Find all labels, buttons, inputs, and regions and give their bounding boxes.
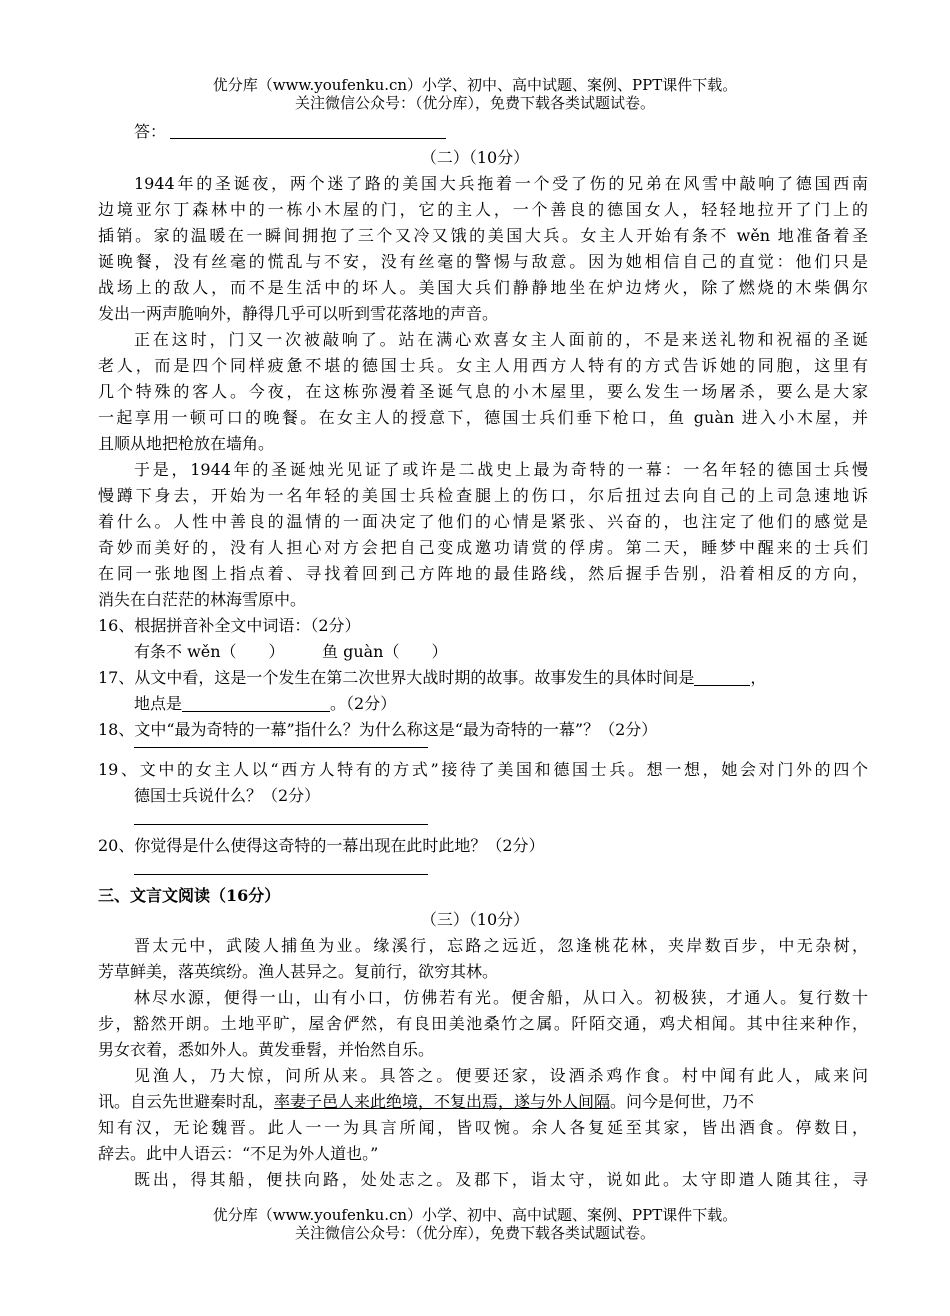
underlined-sentence: 率妻子邑人来此绝境，不复出焉，遂与外人间隔	[274, 1092, 611, 1111]
question-18: 18、文中“最为奇特的一幕”指什么？为什么称这是“最为奇特的一幕”？（2分）	[98, 720, 658, 739]
question-17-comma: ，	[750, 668, 767, 687]
question-17	[98, 668, 888, 688]
classical-text-line: 既出，得其船，便扶向路，处处志之。及郡下，诣太守，说如此。太守即遣人随其往，寻	[134, 1170, 868, 1189]
header-line-1: 优分库（www.youfenku.cn）小学、初中、高中试题、案例、PPT课件下载。	[212, 76, 738, 94]
passage-line: 于是，1944年的圣诞烛光见证了或许是二战史上最为奇特的一幕：一名年轻的德国士兵慢	[134, 460, 868, 479]
passage-line: 发出一两声脆响外，静得几乎可以听到雪花落地的声音。	[98, 304, 499, 323]
question-19: 19、文中的女主人以“西方人特有的方式”接待了美国和德国士兵。想一想，她会对门外的四个	[98, 760, 868, 779]
section-3-heading: 三、文言文阅读（16分）	[98, 886, 281, 905]
answer-line	[170, 138, 446, 139]
passage-line: 慢蹲下身去，开始为一名年轻的美国士兵检查腿上的伤口，尔后扭过去向自己的上司急速地诉	[98, 486, 868, 505]
classical-text-line: 男女衣着，悉如外人。黄发垂髫，并怡然自乐。	[98, 1040, 435, 1059]
question-20: 20、你觉得是什么使得这奇特的一幕出现在此时此地？（2分）	[98, 836, 545, 855]
classical-text-line	[98, 1092, 868, 1112]
question-16: 16、根据拼音补全文中词语：（2分）	[98, 616, 361, 635]
passage-line: 几个特殊的客人。今夜，在这栋弥漫着圣诞气息的小木屋里，要么发生一场屠杀，要么是大家	[98, 382, 868, 401]
question-17-place-blank[interactable]	[182, 695, 330, 712]
question-17-place-label: 地点是	[134, 694, 183, 713]
passage-line: 正在这时，门又一次被敲响了。站在满心欢喜女主人面前的，不是来送礼物和祝福的圣诞	[134, 330, 868, 349]
question-16-blank-a[interactable]: 有条不 wěn（ ）	[134, 642, 285, 661]
passage-line: 一起享用一顿可口的晚餐。在女主人的授意下，德国士兵们垂下枪口，鱼 guàn 进入小木屋，并	[98, 408, 868, 427]
classical-text-line: 晋太元中，武陵人捕鱼为业。缘溪行，忘路之远近，忽逢桃花林，夹岸数百步，中无杂树，	[134, 936, 868, 955]
footer-line-1: 优分库（www.youfenku.cn）小学、初中、高中试题、案例、PPT课件下载。	[212, 1206, 738, 1224]
passage-line: 老人，而是四个同样疲惫不堪的德国士兵。女主人用西方人特有的方式告诉她的同胞，这里有	[98, 356, 868, 375]
classical-text-segment: 讯。自云先世避秦时乱，	[98, 1092, 275, 1111]
passage-line: 1944年的圣诞夜，两个迷了路的美国大兵拖着一个受了伤的兄弟在风雪中敲响了德国西南	[134, 174, 868, 193]
passage-line: 且顺从地把枪放在墙角。	[98, 434, 275, 453]
passage-line: 边境亚尔丁森林中的一栋小木屋的门，它的主人，一个善良的德国女人，轻轻地拉开了门上的	[98, 200, 868, 219]
classical-text-line: 芳草鲜美，落英缤纷。渔人甚异之。复前行，欲穷其林。	[98, 962, 499, 981]
question-17-text-1: 17、从文中看，这是一个发生在第二次世界大战时期的故事。故事发生的具体时间是	[98, 668, 695, 687]
passage-line: 战场上的敌人，而不是生活中的坏人。美国大兵们静静地坐在炉边烤火，除了燃烧的木柴偶尔	[98, 278, 868, 297]
question-16-blank-b[interactable]: 鱼 guàn（ ）	[322, 642, 448, 661]
passage-line: 奇妙而美好的，没有人担心对方会把自己变成邀功请赏的俘虏。第二天，睡梦中醒来的士兵们	[98, 538, 868, 557]
answer-label: 答：	[134, 122, 167, 141]
section-3-title: （三）（10分）	[420, 910, 530, 929]
question-18-answer-line[interactable]	[134, 747, 428, 748]
classical-text-segment: 。问今是何世，乃不	[610, 1092, 755, 1111]
passage-line: 消失在白茫茫的林海雪原中。	[98, 590, 307, 609]
header-line-2: 关注微信公众号：（优分库），免费下载各类试题试卷。	[294, 94, 655, 112]
question-19-line-2: 德国士兵说什么？（2分）	[134, 786, 321, 805]
footer-line-2: 关注微信公众号：（优分库），免费下载各类试题试卷。	[294, 1224, 655, 1242]
question-17-points: 。（2分）	[330, 694, 397, 713]
classical-text-line: 见渔人，乃大惊，问所从来。具答之。便要还家，设酒杀鸡作食。村中闻有此人，咸来问	[134, 1066, 868, 1085]
passage-line: 插销。家的温暖在一瞬间拥抱了三个又冷又饿的美国大兵。女主人开始有条不 wěn 地准备着圣	[98, 226, 868, 245]
question-17-line-2	[134, 694, 904, 714]
classical-text-line: 知有汉，无论魏晋。此人一一为具言所闻，皆叹惋。余人各复延至其家，皆出酒食。停数日，	[98, 1118, 868, 1137]
passage-line: 在同一张地图上指点着、寻找着回到己方阵地的最佳路线，然后握手告别，沿着相反的方向，	[98, 564, 868, 583]
passage-line: 诞晚餐，没有丝毫的慌乱与不安，没有丝毫的警惕与敌意。因为她相信自己的直觉：他们只是	[98, 252, 868, 271]
question-19-answer-line[interactable]	[134, 824, 428, 825]
question-17-time-blank[interactable]	[694, 669, 750, 686]
classical-text-line: 林尽水源，便得一山，山有小口，仿佛若有光。便舍船，从口入。初极狭，才通人。复行数十	[134, 988, 868, 1007]
passage-line: 着什么。人性中善良的温情的一面决定了他们的心情是紧张、兴奋的，也注定了他们的感觉是	[98, 512, 868, 531]
classical-text-line: 步，豁然开朗。土地平旷，屋舍俨然，有良田美池桑竹之属。阡陌交通，鸡犬相闻。其中往来种作，	[98, 1014, 868, 1033]
question-20-answer-line[interactable]	[134, 874, 428, 875]
classical-text-line: 辞去。此中人语云：“不足为外人道也。”	[98, 1144, 379, 1163]
section-2-title: （二）（10分）	[420, 148, 530, 167]
